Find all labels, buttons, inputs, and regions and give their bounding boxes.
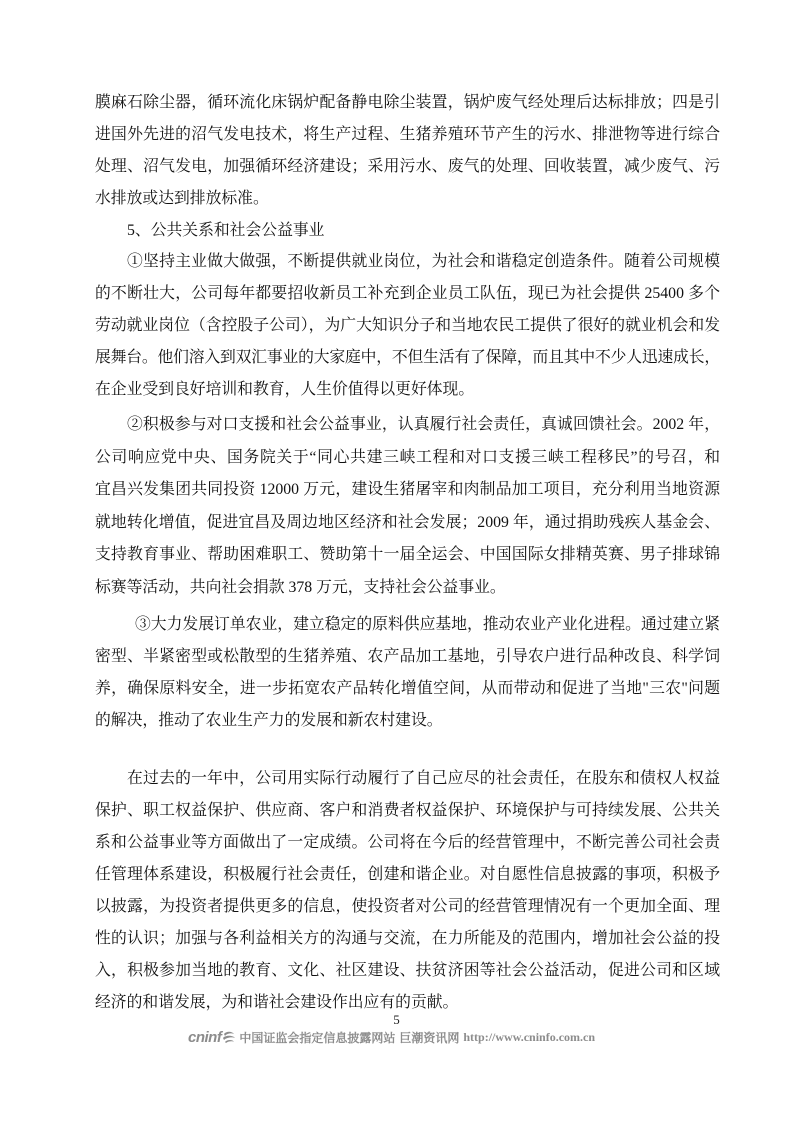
paragraph-emissions-continued bbox=[95, 87, 720, 215]
body-line: 膜麻石除尘器，循环流化床锅炉配备静电除尘装置，锅炉废气经处理后达标排放；四是引 bbox=[95, 94, 720, 111]
paragraph-order-agriculture bbox=[95, 609, 720, 737]
cninfo-swirl-icon bbox=[222, 1030, 236, 1044]
body-line: 系和公益事业等方面做出了一定成绩。公司将在今后的经营管理中，不断完善公司社会责 bbox=[95, 834, 720, 851]
body-line: ③大力发展订单农业，建立稳定的原料供应基地，推动农业产业化进程。通过建立紧 bbox=[135, 616, 720, 633]
body-line: ②积极参与对口支援和社会公益事业，认真履行社会责任，真诚回馈社会。2002 年， bbox=[127, 416, 720, 433]
body-line: 宜昌兴发集团共同投资 12000 万元，建设生猪屠宰和肉制品加工项目，充分利用当地资源 bbox=[95, 481, 720, 498]
section-heading-text: 5、公共关系和社会公益事业 bbox=[127, 222, 325, 239]
body-line: 性的认识；加强与各利益相关方的沟通与交流，在力所能及的范围内，增加社会公益的投 bbox=[95, 930, 720, 947]
body-line: 展舞台。他们溶入到双汇事业的大家庭中，不但生活有了保障，而且其中不少人迅速成长， bbox=[95, 349, 720, 366]
body-line: 密型、半紧密型或松散型的生猪养殖、农产品加工基地，引导农户进行品种改良、科学饲 bbox=[95, 648, 720, 665]
body-line: 劳动就业岗位（含控股子公司），为广大知识分子和当地农民工提供了很好的就业机会和发 bbox=[95, 317, 720, 334]
body-line: 在企业受到良好培训和教育，人生价值得以更好体现。 bbox=[95, 381, 475, 398]
paragraph-public-welfare bbox=[95, 409, 720, 604]
body-line: 公司响应党中央、国务院关于“同心共建三峡工程和对口支援三峡工程移民”的号召，和 bbox=[95, 448, 720, 466]
paragraph-summary bbox=[95, 763, 720, 1019]
body-line: 的不断壮大，公司每年都要招收新员工补充到企业员工队伍，现已为社会提供 25400 多个 bbox=[95, 285, 720, 302]
body-line: 进国外先进的沼气发电技术，将生产过程、生猪养殖环节产生的污水、排泄物等进行综合 bbox=[95, 126, 720, 143]
body-line: 经济的和谐发展，为和谐社会建设作出应有的贡献。 bbox=[95, 994, 459, 1011]
footer bbox=[188, 1028, 595, 1046]
body-line: 在过去的一年中，公司用实际行动履行了自己应尽的社会责任，在股东和债权人权益 bbox=[127, 770, 720, 787]
page-number: 5 bbox=[393, 1012, 400, 1027]
body-line: 保护、职工权益保护、供应商、客户和消费者权益保护、环境保护与可持续发展、公共关 bbox=[95, 802, 720, 819]
body-line: 标赛等活动，共向社会捐款 378 万元，支持社会公益事业。 bbox=[95, 578, 506, 596]
cninfo-logo-text: cninf bbox=[188, 1028, 222, 1046]
footer-site-name: 中国证监会指定信息披露网站 bbox=[239, 1030, 396, 1045]
body-line: 的解决，推动了农业生产力的发展和新农村建设。 bbox=[95, 712, 443, 729]
body-line: 入，积极参加当地的教育、文化、社区建设、扶贫济困等社会公益活动，促进公司和区域 bbox=[95, 962, 720, 979]
footer-url: http://www.cninfo.com.cn bbox=[463, 1029, 596, 1044]
paragraph-employment bbox=[95, 246, 720, 406]
body-line: ①坚持主业做大做强，不断提供就业岗位，为社会和谐稳定创造条件。随着公司规模 bbox=[127, 253, 720, 270]
body-line: 处理、沼气发电，加强循环经济建设；采用污水、废气的处理、回收装置，减少废气、污 bbox=[95, 158, 720, 175]
section-heading bbox=[95, 215, 720, 247]
body-line: 以披露，为投资者提供更多的信息，使投资者对公司的经营管理情况有一个更加全面、理 bbox=[95, 898, 720, 915]
body-line: 养，确保原料安全，进一步拓宽农产品转化增值空间，从而带动和促进了当地"三农"问题 bbox=[95, 680, 720, 697]
body-line: 就地转化增值，促进宜昌及周边地区经济和社会发展；2009 年，通过捐助残疾人基金会、 bbox=[95, 513, 720, 531]
body-line: 任管理体系建设，积极履行社会责任，创建和谐企业。对自愿性信息披露的事项，积极予 bbox=[95, 866, 720, 883]
footer-brand: 巨潮资讯网 bbox=[399, 1030, 460, 1045]
body-line: 支持教育事业、帮助困难职工、赞助第十一届全运会、中国国际女排精英赛、男子排球锦 bbox=[95, 546, 720, 563]
body-line: 水排放或达到排放标准。 bbox=[95, 190, 269, 207]
